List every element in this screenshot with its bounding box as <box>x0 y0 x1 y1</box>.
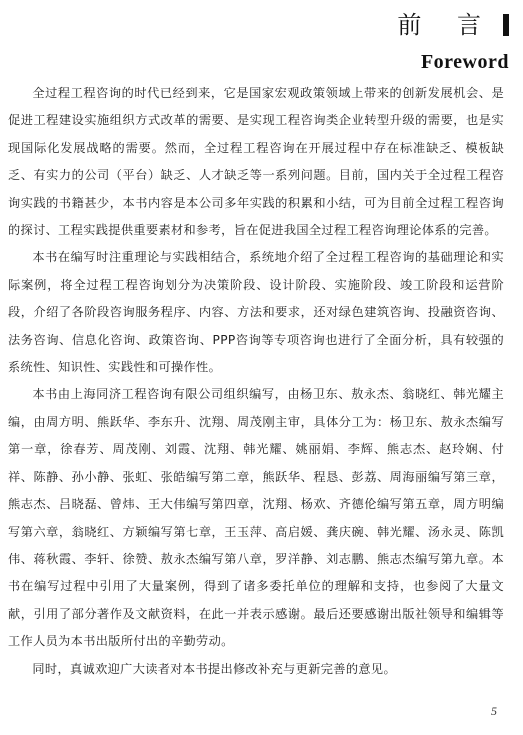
paragraph-3: 本书由上海同济工程咨询有限公司组织编写，由杨卫东、敖永杰、翁晓红、韩光耀主编，由周方明、熊跃华、李东升、沈翔、周茂刚主审，具体分工为：杨卫东、敖永杰编写第一章，徐春芳、周茂刚、刘霞、沈翔、韩光耀、姚丽娟、李辉、熊志杰、赵玲娴、付祥、陈静、孙小静、张虹、张皓编写第二章，熊跃华、程恳、彭荔、周海丽编写第三章，熊志杰、吕晓磊、曾炜、王大伟编写第四章，沈翔、杨欢、齐德伦编写第五章，周方明编写第六章，翁晓红、方颖编写第七章，王玉萍、高启媛、龚庆碗、韩光耀、汤永灵、陈凯伟、蒋秋霞、李轩、徐赞、敖永杰编写第八章，罗洋静、刘志鹏、熊志杰编写第九章。本书在编写过程中引用了大量案例，得到了诸多委托单位的理解和支持，也参阅了大量文献，引用了部分著作及文献资料，在此一并表示感谢。最后还要感谢出版社领导和编辑等工作人员为本书出版所付出的辛勤劳动。 <box>8 387 504 649</box>
page-number: 5 <box>491 704 497 718</box>
paragraph-4: 同时，真诚欢迎广大读者对本书提出修改补充与更新完善的意见。 <box>32 661 396 676</box>
foreword-body <box>8 80 504 683</box>
title-accent-bar <box>503 14 509 36</box>
paragraph-1: 全过程工程咨询的时代已经到来，它是国家宏观政策领域上带来的创新发展机会、是促进工程建设实施组织方式改革的需要、是实现工程咨询类企业转型升级的需要，也是实现国际化发展战略的需要。然而，全过程工程咨询在开展过程中存在标准缺乏、模板缺乏、有实力的公司（平台）缺乏、人才缺乏等一系列问题。目前，国内关于全过程工程咨询实践的书籍甚少，本书内容是本公司多年实践的积累和小结，可为目前全过程工程咨询的探讨、工程实践提供重要素材和参考，旨在促进我国全过程工程咨询理论体系的完善。 <box>8 86 504 238</box>
foreword-title-chinese: 前 言 <box>397 11 495 39</box>
page-header <box>397 10 509 74</box>
title-row <box>397 10 509 40</box>
foreword-title-english: Foreword <box>420 51 509 73</box>
paragraph-2: 本书在编写时注重理论与实践相结合，系统地介绍了全过程工程咨询的基础理论和实际案例，将全过程工程咨询划分为决策阶段、设计阶段、实施阶段、竣工阶段和运营阶段，介绍了各阶段咨询服务程序、内容、方法和要求，还对绿色建筑咨询、投融资咨询、法务咨询、信息化咨询、政策咨询、PPP咨询等专项咨询也进行了全面分析，具有较强的系统性、知识性、实践性和可操作性。 <box>8 250 504 375</box>
